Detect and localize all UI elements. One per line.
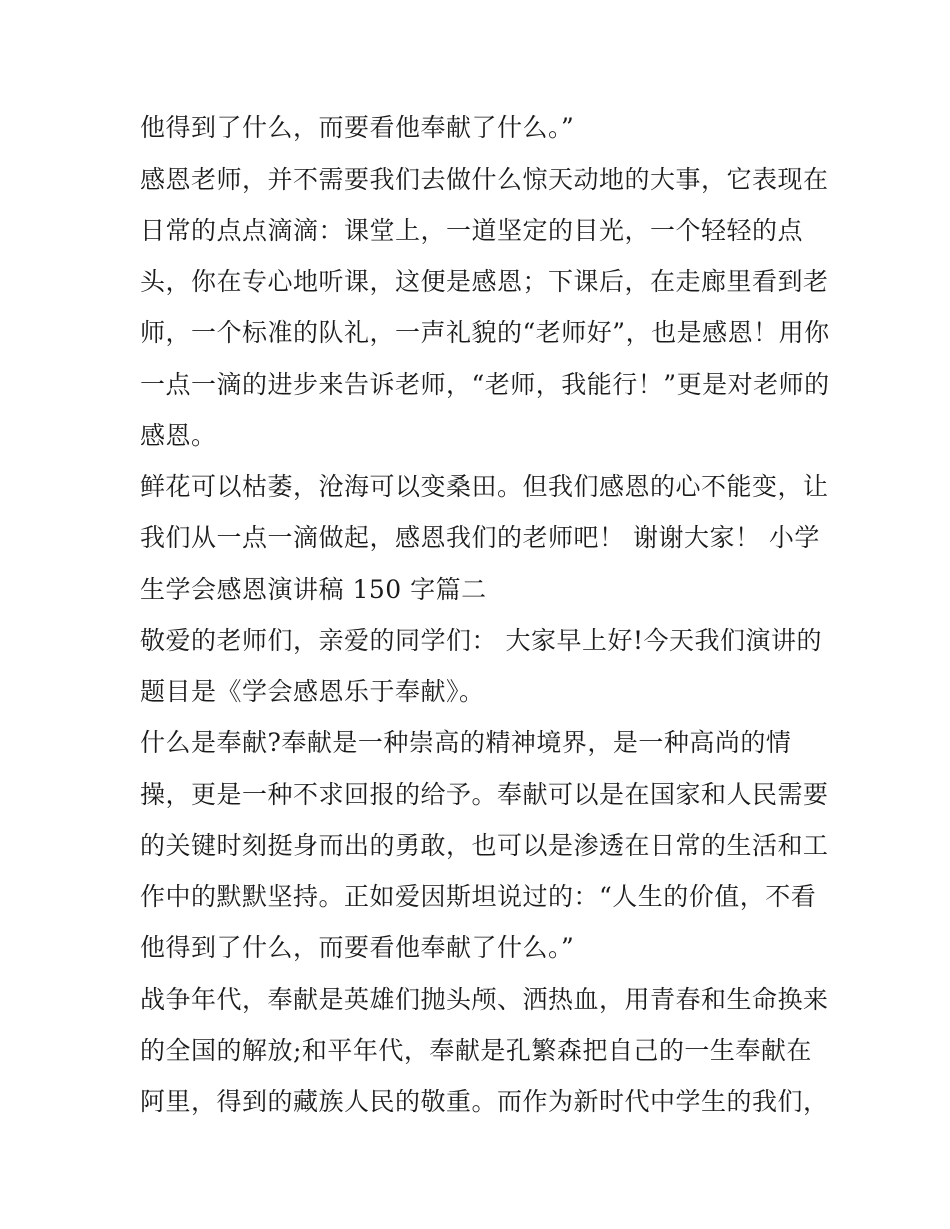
text-line: 生学会感恩演讲稿 150 字篇二 [140, 575, 487, 604]
text-line: 操，更是一种不求回报的给予。奉献可以是在国家和人民需要 [140, 780, 829, 809]
text-line: 感恩老师，并不需要我们去做什么惊天动地的大事，它表现在 [140, 165, 829, 194]
text-line: 的关键时刻挺身而出的勇敢，也可以是渗透在日常的生活和工 [140, 831, 829, 860]
text-line: 感恩。 [140, 421, 217, 450]
text-line: 师，一个标准的队礼，一声礼貌的“老师好”，也是感恩！用你 [140, 318, 830, 347]
text-line: 鲜花可以枯萎，沧海可以变桑田。但我们感恩的心不能变，让 [140, 472, 829, 501]
text-line: 敬爱的老师们，亲爱的同学们： 大家早上好!今天我们演讲的 [140, 626, 822, 655]
text-line: 题目是《学会感恩乐于奉献》。 [140, 677, 485, 706]
text-line: 一点一滴的进步来告诉老师，“老师，我能行！”更是对老师的 [140, 370, 830, 399]
text-line: 战争年代，奉献是英雄们抛头颅、洒热血，用青春和生命换来 [140, 985, 829, 1014]
text-line: 我们从一点一滴做起，感恩我们的老师吧！ 谢谢大家！ 小学 [140, 523, 820, 552]
text-line: 的全国的解放;和平年代，奉献是孔繁森把自己的一生奉献在 [140, 1036, 812, 1065]
text-line: 头，你在专心地听课，这便是感恩；下课后，在走廊里看到老 [140, 267, 829, 296]
text-line: 他得到了什么，而要看他奉献了什么。” [140, 933, 575, 962]
text-line: 日常的点点滴滴：课堂上，一道坚定的目光，一个轻轻的点 [140, 216, 804, 245]
text-line: 阿里，得到的藏族人民的敬重。而作为新时代中学生的我们， [140, 1087, 829, 1116]
text-line: 他得到了什么，而要看他奉献了什么。” [140, 113, 575, 142]
text-line: 什么是奉献?奉献是一种崇高的精神境界，是一种高尚的情 [140, 728, 792, 757]
text-line: 作中的默默坚持。正如爱因斯坦说过的：“人生的价值，不看 [140, 882, 817, 911]
